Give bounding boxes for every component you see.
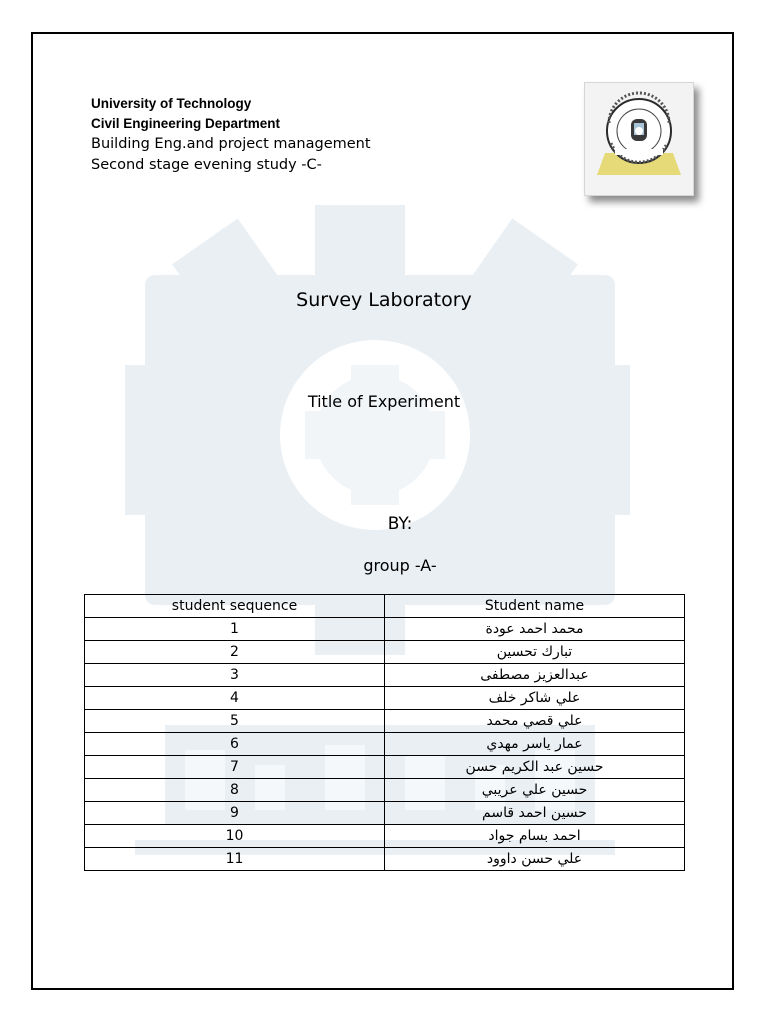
cell-name: تبارك تحسين: [385, 641, 685, 664]
cell-sequence: 7: [85, 756, 385, 779]
table-row: [85, 641, 685, 664]
cell-name: عبدالعزيز مصطفى: [385, 664, 685, 687]
cell-sequence: 1: [85, 618, 385, 641]
cell-name: حسين احمد قاسم: [385, 802, 685, 825]
university-seal-icon: [585, 83, 693, 195]
cell-sequence: 8: [85, 779, 385, 802]
table-row: [85, 825, 685, 848]
cell-name: علي شاكر خلف: [385, 687, 685, 710]
page-title: Survey Laboratory: [296, 289, 472, 311]
table-row: [85, 733, 685, 756]
cell-sequence: 10: [85, 825, 385, 848]
cell-name: حسين عبد الكريم حسن: [385, 756, 685, 779]
header-block: [91, 94, 371, 176]
cell-sequence: 9: [85, 802, 385, 825]
students-table: [84, 594, 685, 871]
table-row: [85, 618, 685, 641]
table-row: [85, 802, 685, 825]
cell-name: احمد بسام جواد: [385, 825, 685, 848]
table-row: [85, 664, 685, 687]
by-label: BY:: [387, 514, 413, 534]
cell-sequence: 6: [85, 733, 385, 756]
branch-name: Building Eng.and project management: [91, 136, 371, 152]
cell-sequence: 4: [85, 687, 385, 710]
cell-name: عمار ياسر مهدي: [385, 733, 685, 756]
header-student-name: Student name: [385, 595, 685, 618]
table-row: [85, 779, 685, 802]
table-row: [85, 848, 685, 871]
department-name: Civil Engineering Department: [91, 116, 281, 131]
group-label: group -A-: [363, 556, 437, 575]
cell-name: محمد احمد عودة: [385, 618, 685, 641]
cell-name: علي قصي محمد: [385, 710, 685, 733]
cell-sequence: 11: [85, 848, 385, 871]
table-row: [85, 756, 685, 779]
cell-name: علي حسن داوود: [385, 848, 685, 871]
university-name: University of Technology: [91, 96, 252, 111]
table-row: [85, 687, 685, 710]
table-row: [85, 710, 685, 733]
experiment-title: Title of Experiment: [307, 392, 461, 411]
table-header-row: [85, 595, 685, 618]
cell-sequence: 3: [85, 664, 385, 687]
cell-sequence: 5: [85, 710, 385, 733]
cell-name: حسين علي عريبي: [385, 779, 685, 802]
stage-name: Second stage evening study -C-: [91, 157, 322, 173]
header-student-sequence: student sequence: [85, 595, 385, 618]
university-logo: [584, 82, 694, 196]
cell-sequence: 2: [85, 641, 385, 664]
